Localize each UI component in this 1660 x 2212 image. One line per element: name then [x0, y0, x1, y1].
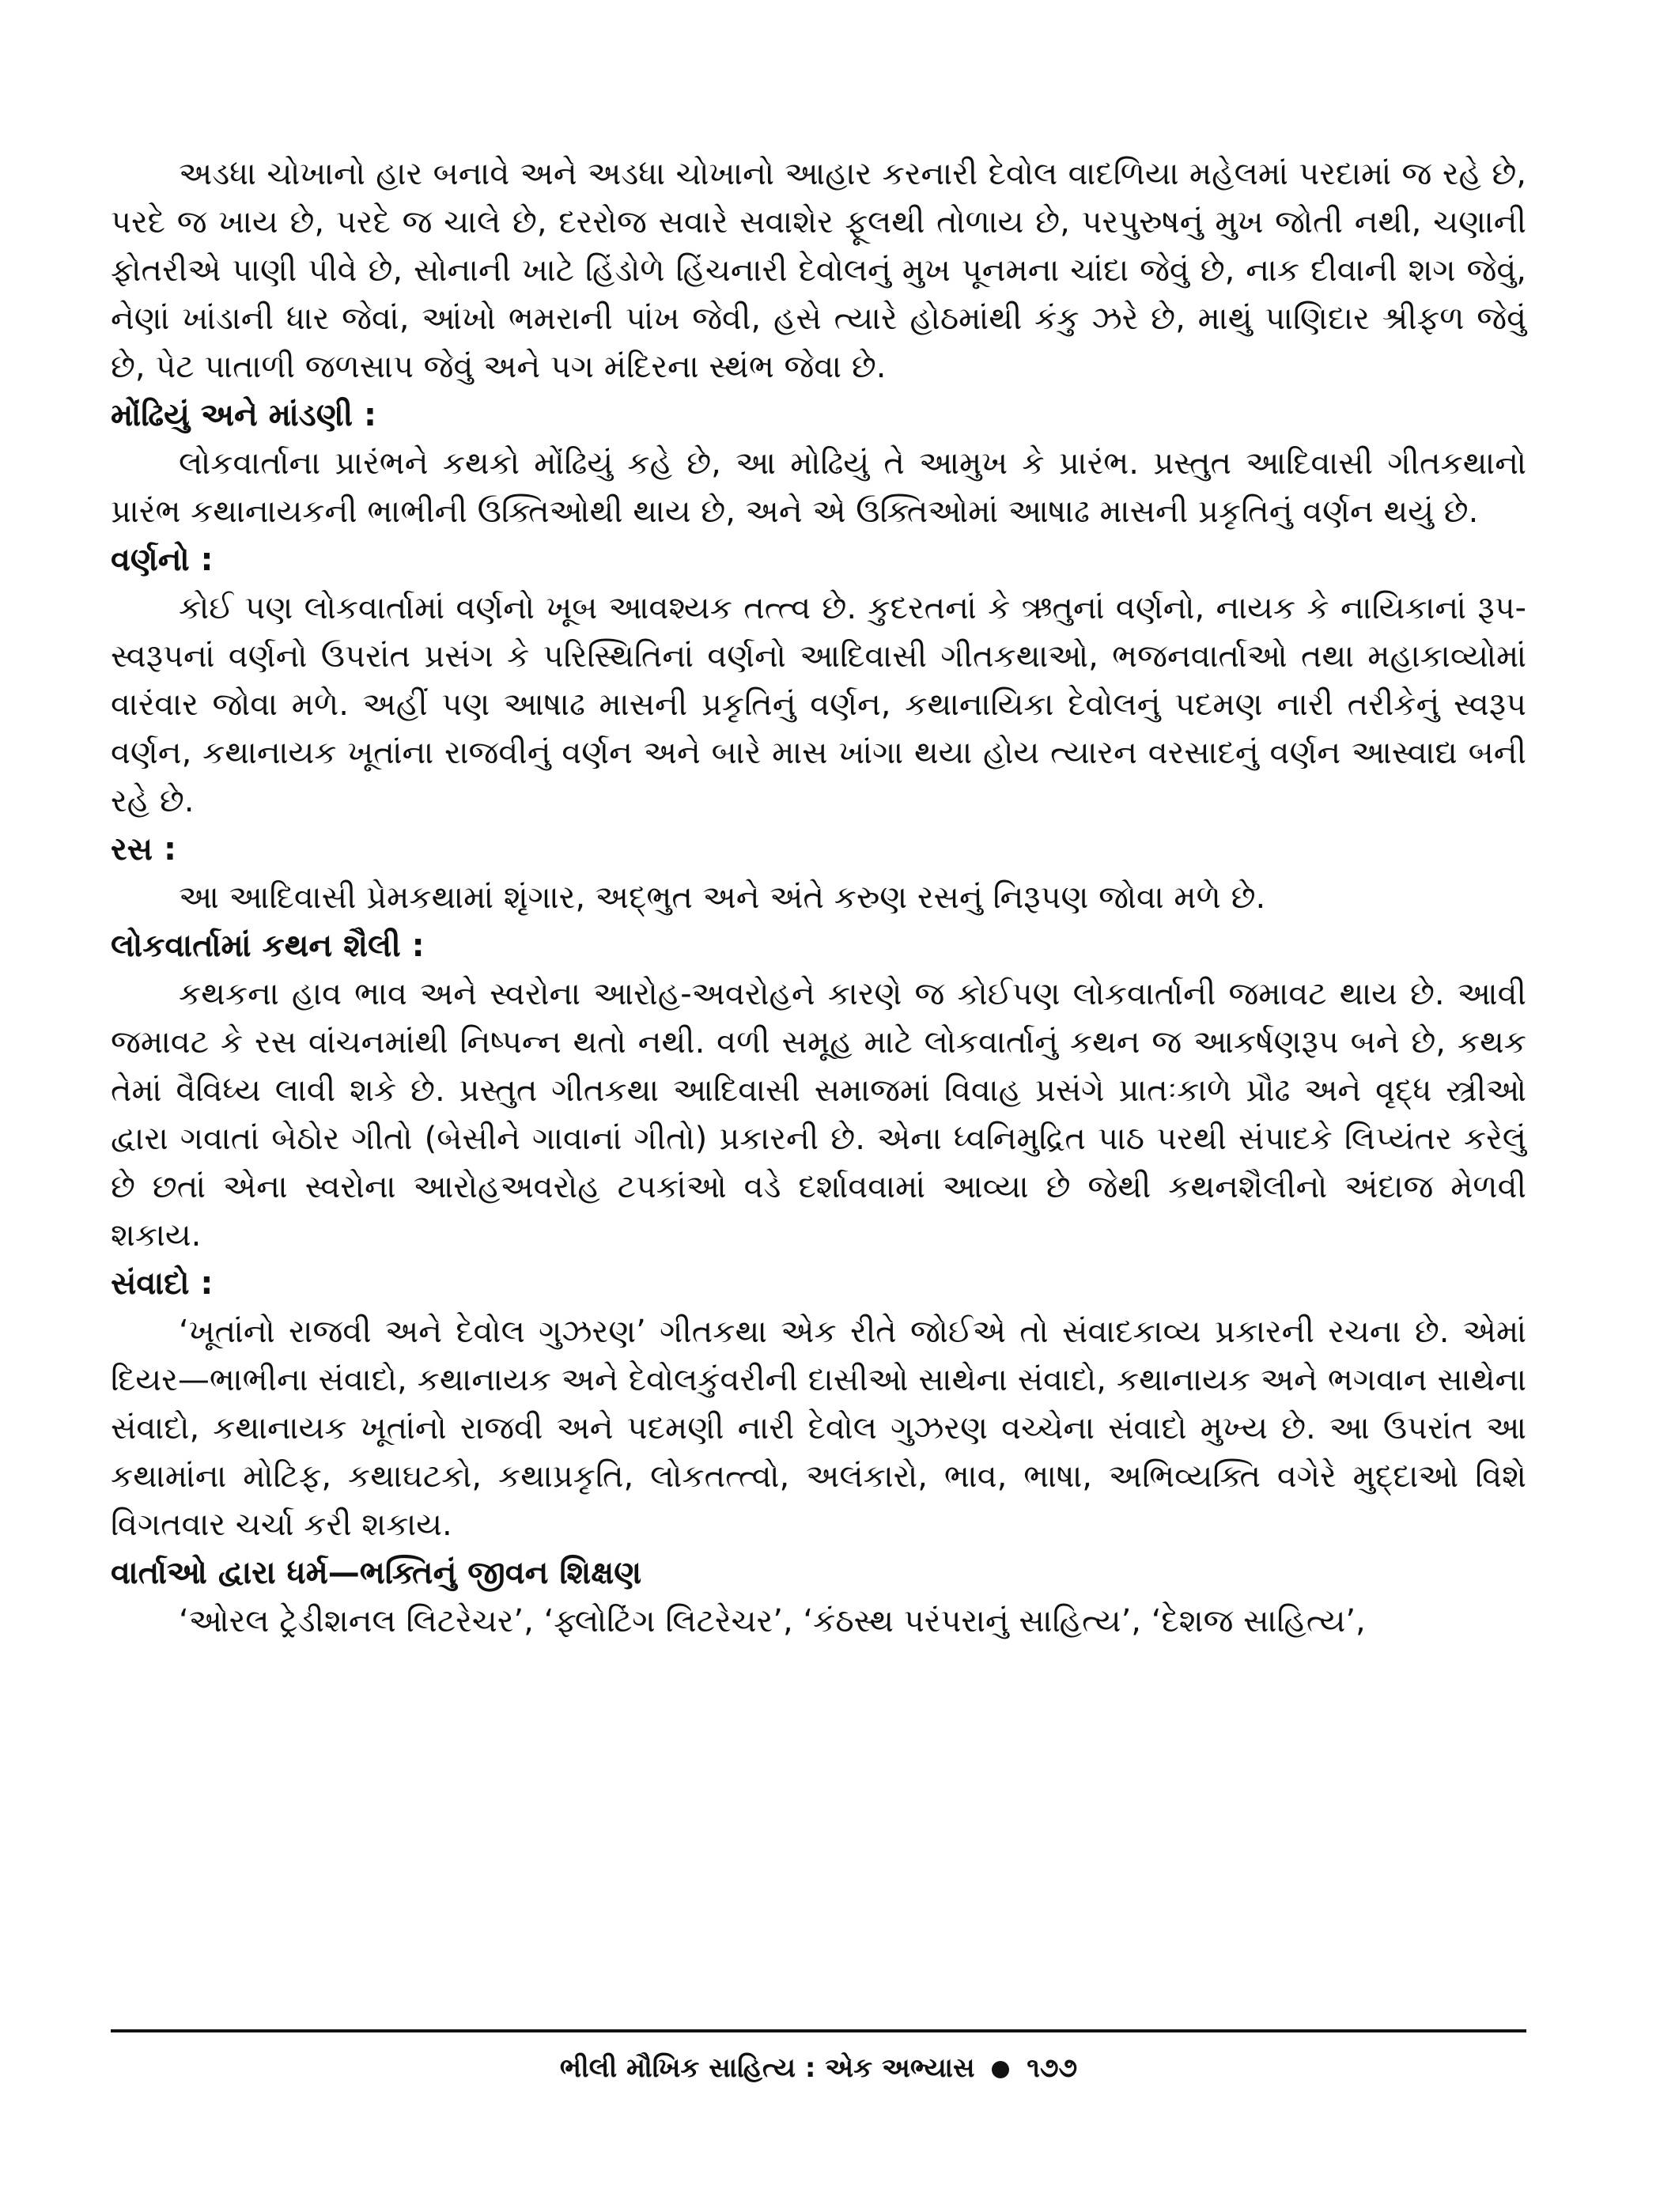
heading-ras: રસ :: [111, 831, 177, 868]
paragraph-oral-literature: ‘ઓરલ ટ્રેડીશનલ લિટરેચર’, ‘ફ્લોટિંગ લિટરેચર’, ‘કંઠસ્થ પરંપરાનું સાહિત્ય’, ‘દેશજ સાહિત્ય’,: [179, 1603, 1366, 1639]
paragraph-varnano: કોઈ પણ લોકવાર્તામાં વર્ણનો ખૂબ આવશ્યક તત્ત્વ છે. કુદરતનાં કે ઋતુનાં વર્ણનો, નાયક કે નાયિકાનાં રૂપ-સ્વરૂપનાં વર્ણનો ઉપરાંત પ્રસંગ કે પરિસ્થિતિનાં વર્ણનો આદિવાસી ગીતકથાઓ, ભજનવાર્તાઓ તથા મહાકાવ્યોમાં વારંવાર જોવા મળે. અહીં પણ આષાઢ માસની પ્રકૃતિનું વર્ણન, કથાનાયિકા દેવોલનું પદમણ નારી તરીકેનું સ્વરૂપ વર્ણન, કથાનાયક ખૂતાંના રાજવીનું વર્ણન અને બારે માસ ખાંગા થયા હોય ત્યારન વરસાદનું વર્ણન આસ્વાદ્ય બની રહે છે.: [111, 590, 1526, 819]
footer-divider: [111, 2029, 1526, 2032]
paragraph-mondhiyu: લોકવાર્તાના પ્રારંભને કથકો મોંઢિયું કહે છે, આ મોઢિયું તે આમુખ કે પ્રારંભ. પ્રસ્તુત આદિવાસી ગીતકથાનો પ્રારંભ કથાનાયકની ભાભીની ઉક્તિઓથી થાય છે, અને એ ઉક્તિઓમાં આષાઢ માસની પ્રકૃતિનું વર્ણન થયું છે.: [111, 445, 1526, 530]
page-body: [111, 150, 1526, 1646]
footer-book-title: ભીલી મૌખિક સાહિત્ય : એક અભ્યાસ: [559, 2052, 975, 2084]
paragraph-samvado: ‘ખૂતાંનો રાજવી અને દેવોલ ગુઝરણ’ ગીતકથા એક રીતે જોઈએ તો સંવાદકાવ્ય પ્રકારની રચના છે. એમાં દિયર—ભાભીના સંવાદો, કથાનાયક અને દેવોલકુંવરીની દાસીઓ સાથેના સંવાદો, કથાનાયક અને ભગવાન સાથેના સંવાદો, કથાનાયક ખૂતાંનો રાજવી અને પદમણી નારી દેવોલ ગુઝરણ વચ્ચેના સંવાદો મુખ્ય છે. આ ઉપરાંત આ કથામાંના મોટિફ, કથાઘટકો, કથાપ્રકૃતિ, લોકતત્ત્વો, અલંકારો, ભાવ, ભાષા, અભિવ્યક્તિ વગેરે મુદ્દાઓ વિશે વિગતવાર ચર્ચા કરી શકાય.: [111, 1314, 1526, 1543]
paragraph-ras: આ આદિવાસી પ્રેમકથામાં શૃંગાર, અદ્ભુત અને અંતે કરુણ રસનું નિરૂપણ જોવા મળે છે.: [179, 879, 1266, 916]
bullet-dot-icon: [992, 2061, 1009, 2078]
paragraph-devol-description: અડધા ચોખાનો હાર બનાવે અને અડધા ચોખાનો આહાર કરનારી દેવોલ વાદળિયા મહેલમાં પરદામાં જ રહે છે, પરદે જ ખાય છે, પરદે જ ચાલે છે, દરરોજ સવારે સવાશેર ફૂલથી તોળાય છે, પરપુરુષનું મુખ જોતી નથી, ચણાની ફોતરીએ પાણી પીવે છે, સોનાની ખાટે હિંડોળે હિંચનારી દેવોલનું મુખ પૂનમના ચાંદા જેવું છે, નાક દીવાની શગ જેવું, નેણાં ખાંડાની ધાર જેવાં, આંખો ભમરાની પાંખ જેવી, હસે ત્યારે હોઠમાંથી કંકુ ઝરે છે, માથું પાણિદાર શ્રીફળ જેવું છે, પેટ પાતાળી જળસાપ જેવું અને પગ મંદિરના સ્થંભ જેવા છે.: [111, 156, 1526, 385]
heading-mondhiyu: મોંઢિયું અને માંડણી :: [111, 397, 377, 433]
page-footer: [111, 2048, 1526, 2088]
heading-kathan-shaili: લોકવાર્તામાં કથન શૈલી :: [111, 928, 425, 964]
heading-dharma-bhakti: વાર્તાઓ દ્વારા ધર્મ—ભક્તિનું જીવન શિક્ષણ: [111, 1555, 642, 1591]
heading-samvado: સંવાદો :: [111, 1265, 214, 1302]
paragraph-kathan-shaili: કથકના હાવ ભાવ અને સ્વરોના આરોહ-અવરોહને કારણે જ કોઈપણ લોકવાર્તાની જમાવટ થાય છે. આવી જમાવટ કે રસ વાંચનમાંથી નિષ્પન્ન થતો નથી. વળી સમૂહ માટે લોકવાર્તાનું કથન જ આકર્ષણરૂપ બને છે, કથક તેમાં વૈવિધ્ય લાવી શકે છે. પ્રસ્તુત ગીતકથા આદિવાસી સમાજમાં વિવાહ પ્રસંગે પ્રાતઃકાળે પ્રૌઢ અને વૃદ્ધ સ્ત્રીઓ દ્વારા ગવાતાં બેઠોર ગીતો (બેસીને ગાવાનાં ગીતો) પ્રકારની છે. એના ધ્વનિમુદ્રિત પાઠ પરથી સંપાદકે લિપ્યંતર કરેલું છે છતાં એના સ્વરોના આરોહઅવરોહ ટપકાંઓ વડે દર્શાવવામાં આવ્યા છે જેથી કથનશૈલીનો અંદાજ મેળવી શકાય.: [111, 976, 1526, 1253]
footer-page-number: ૧૭૭: [1027, 2052, 1078, 2084]
heading-varnano: વર્ણનો :: [111, 542, 214, 578]
